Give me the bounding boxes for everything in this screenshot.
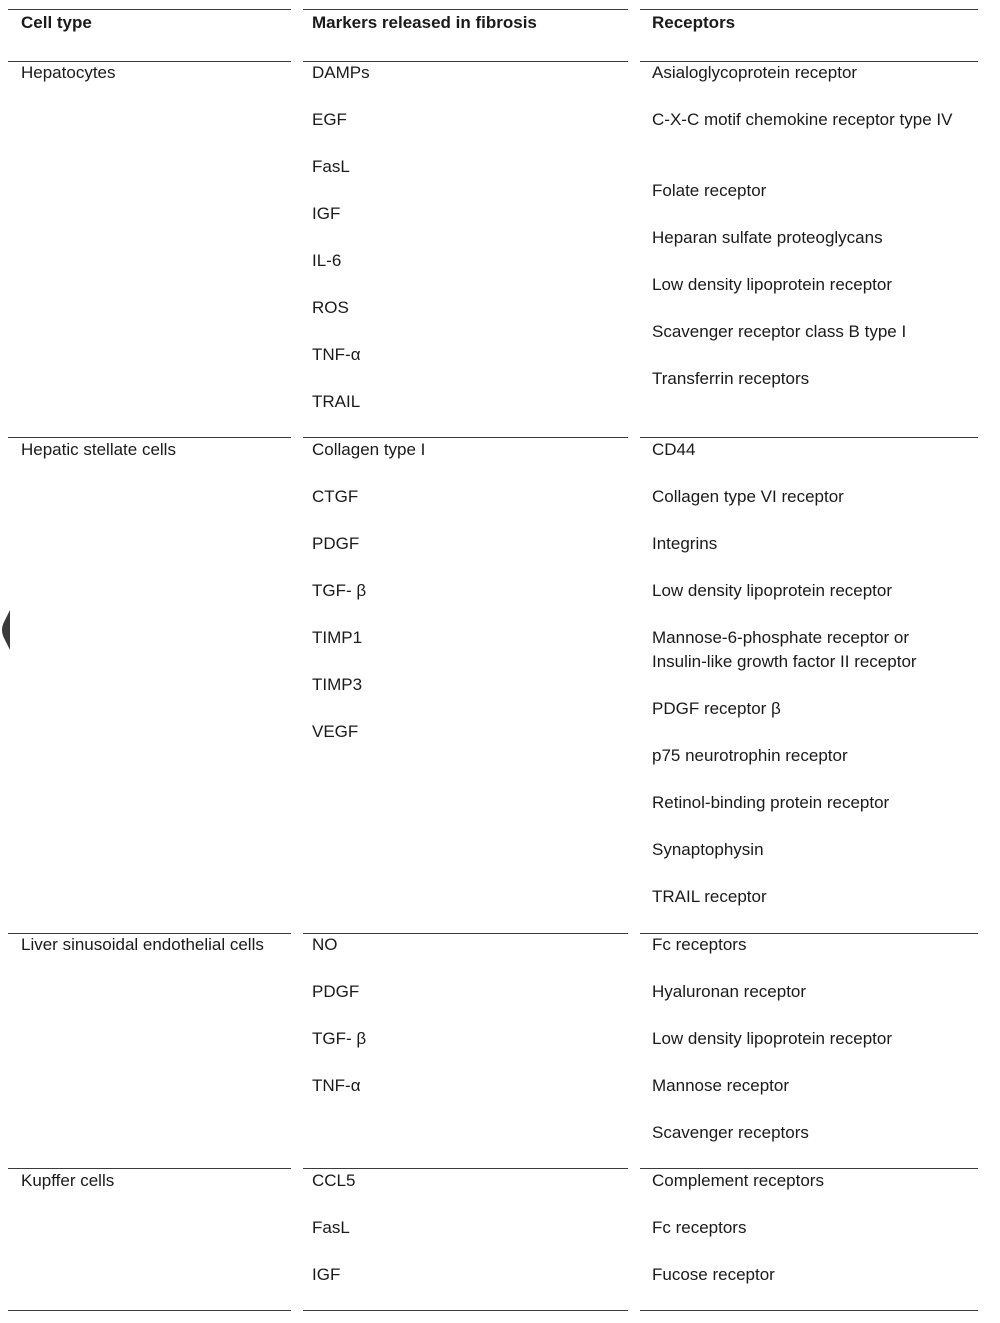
receptor-item: Scavenger receptors xyxy=(652,1123,809,1142)
rule-gap xyxy=(628,931,640,935)
receptor-item: CD44 xyxy=(652,440,696,459)
column-header-markers: Markers released in fibrosis xyxy=(312,13,537,32)
marker-item: DAMPs xyxy=(312,63,370,82)
rule-gap xyxy=(628,59,640,63)
marker-item: Collagen type I xyxy=(312,440,426,459)
marker-item: IGF xyxy=(312,204,341,223)
rule-gap xyxy=(291,59,303,63)
marker-item: FasL xyxy=(312,1218,350,1237)
marker-item: VEGF xyxy=(312,722,359,741)
marker-item: TGF- β xyxy=(312,581,367,600)
marker-item: EGF xyxy=(312,110,347,129)
receptor-item: Heparan sulfate proteoglycans xyxy=(652,228,883,247)
marker-item: ROS xyxy=(312,298,349,317)
receptor-item: Hyaluronan receptor xyxy=(652,982,807,1001)
receptor-item: Scavenger receptor class B type I xyxy=(652,322,907,341)
column-header-receptors: Receptors xyxy=(652,13,736,32)
marker-item: CTGF xyxy=(312,487,359,506)
receptor-item: Synaptophysin xyxy=(652,840,764,859)
marker-item: TIMP3 xyxy=(312,675,363,694)
rule-gap xyxy=(628,1308,640,1312)
receptor-item: PDGF receptor β xyxy=(652,699,781,718)
marker-item: TIMP1 xyxy=(312,628,363,647)
receptor-item: Fucose receptor xyxy=(652,1265,775,1284)
column-header-cell-type: Cell type xyxy=(21,13,92,32)
receptor-item: Folate receptor xyxy=(652,181,767,200)
receptor-item: Complement receptors xyxy=(652,1171,824,1190)
rule-gap xyxy=(291,7,303,11)
marker-item: CCL5 xyxy=(312,1171,356,1190)
receptor-item: Transferrin receptors xyxy=(652,369,810,388)
rule-gap xyxy=(291,435,303,439)
receptor-item: Asialoglycoprotein receptor xyxy=(652,63,858,82)
marker-item: IL-6 xyxy=(312,251,342,270)
receptor-item: Fc receptors xyxy=(652,1218,747,1237)
receptor-item: C-X-C motif chemokine receptor type IV xyxy=(652,110,953,129)
receptor-item: Retinol-binding protein receptor xyxy=(652,793,890,812)
marker-item: NO xyxy=(312,935,338,954)
receptor-item: p75 neurotrophin receptor xyxy=(652,746,848,765)
receptor-item: TRAIL receptor xyxy=(652,887,767,906)
page-edge-mark xyxy=(0,608,10,652)
marker-item: PDGF xyxy=(312,534,360,553)
rule-gap xyxy=(291,1308,303,1312)
section-divider xyxy=(8,1168,978,1169)
table-top-rule xyxy=(8,9,978,10)
marker-item: TGF- β xyxy=(312,1029,367,1048)
marker-item: TNF-α xyxy=(312,1076,361,1095)
receptor-item: Low density lipoprotein receptor xyxy=(652,275,893,294)
receptor-item: Mannose-6-phosphate receptor or Insulin-like growth factor II receptor xyxy=(652,628,917,671)
receptor-item: Fc receptors xyxy=(652,935,747,954)
receptor-item: Collagen type VI receptor xyxy=(652,487,844,506)
marker-item: FasL xyxy=(312,157,350,176)
marker-item: TNF-α xyxy=(312,345,361,364)
rule-gap xyxy=(628,1166,640,1170)
cell-type-label: Kupffer cells xyxy=(21,1171,115,1190)
rule-gap xyxy=(628,435,640,439)
receptor-item: Mannose receptor xyxy=(652,1076,790,1095)
receptor-item: Integrins xyxy=(652,534,718,553)
marker-item: IGF xyxy=(312,1265,341,1284)
rule-gap xyxy=(628,7,640,11)
receptor-item: Low density lipoprotein receptor xyxy=(652,581,893,600)
cell-type-label: Hepatic stellate cells xyxy=(21,440,176,459)
rule-gap xyxy=(291,1166,303,1170)
receptor-item: Low density lipoprotein receptor xyxy=(652,1029,893,1048)
table-bottom-rule xyxy=(8,1310,978,1311)
marker-item: PDGF xyxy=(312,982,360,1001)
cell-type-label: Liver sinusoidal endothelial cells xyxy=(21,935,264,954)
marker-item: TRAIL xyxy=(312,392,361,411)
rule-gap xyxy=(291,931,303,935)
cell-type-label: Hepatocytes xyxy=(21,63,116,82)
